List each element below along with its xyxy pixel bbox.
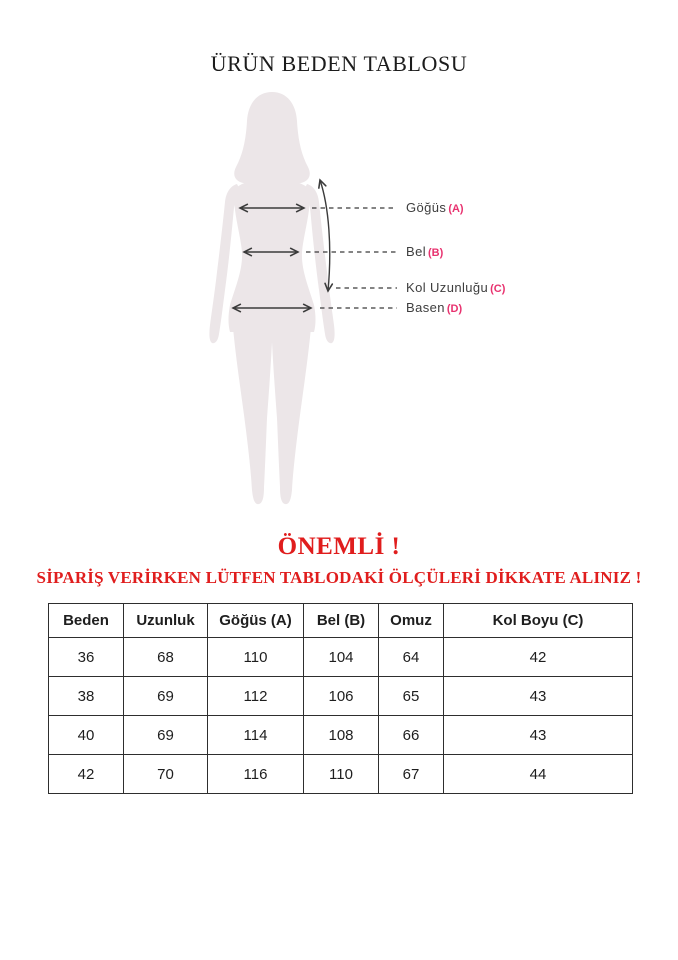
- label-hip-text: Basen: [406, 300, 445, 315]
- column-header-omuz: Omuz: [379, 604, 444, 638]
- size-cell: 116: [208, 755, 304, 794]
- size-cell: 110: [208, 638, 304, 677]
- size-cell: 68: [124, 638, 208, 677]
- size-cell: 36: [49, 638, 124, 677]
- size-cell: 40: [49, 716, 124, 755]
- female-silhouette: [209, 92, 334, 504]
- label-sleeve-code: (C): [490, 283, 506, 295]
- measurement-figure-svg: [140, 80, 540, 515]
- size-cell: 70: [124, 755, 208, 794]
- size-cell: 64: [379, 638, 444, 677]
- table-row: [49, 677, 633, 716]
- size-cell: 38: [49, 677, 124, 716]
- page-title: ÜRÜN BEDEN TABLOSU: [210, 51, 468, 76]
- size-table-header-row: [49, 604, 633, 638]
- label-hip: [406, 300, 462, 316]
- size-cell: 65: [379, 677, 444, 716]
- label-sleeve: [406, 280, 505, 296]
- size-cell: 69: [124, 716, 208, 755]
- size-table: [48, 603, 633, 794]
- table-row: [49, 638, 633, 677]
- size-cell: 108: [304, 716, 379, 755]
- column-header-gogus: Göğüs (A): [208, 604, 304, 638]
- label-waist: [406, 244, 443, 260]
- table-row: [49, 755, 633, 794]
- size-cell: 44: [444, 755, 633, 794]
- label-waist-text: Bel: [406, 244, 426, 259]
- column-header-kol-boyu: Kol Boyu (C): [444, 604, 633, 638]
- size-cell: 106: [304, 677, 379, 716]
- label-chest: [406, 200, 464, 216]
- size-cell: 110: [304, 755, 379, 794]
- size-cell: 67: [379, 755, 444, 794]
- column-header-uzunluk: Uzunluk: [124, 604, 208, 638]
- column-header-beden: Beden: [49, 604, 124, 638]
- order-warning-text: SİPARİŞ VERİRKEN LÜTFEN TABLODAKİ ÖLÇÜLERİ DİKKATE ALINIZ !: [36, 568, 642, 587]
- table-row: [49, 716, 633, 755]
- size-cell: 42: [49, 755, 124, 794]
- size-cell: 66: [379, 716, 444, 755]
- size-cell: 114: [208, 716, 304, 755]
- label-waist-code: (B): [428, 247, 444, 259]
- size-cell: 43: [444, 677, 633, 716]
- column-header-bel: Bel (B): [304, 604, 379, 638]
- label-chest-code: (A): [448, 203, 464, 215]
- size-cell: 69: [124, 677, 208, 716]
- size-cell: 42: [444, 638, 633, 677]
- label-sleeve-text: Kol Uzunluğu: [406, 280, 489, 295]
- label-chest-text: Göğüs: [406, 200, 447, 215]
- label-hip-code: (D): [446, 303, 463, 315]
- size-cell: 104: [304, 638, 379, 677]
- size-cell: 43: [444, 716, 633, 755]
- important-heading: ÖNEMLİ !: [277, 533, 401, 560]
- size-cell: 112: [208, 677, 304, 716]
